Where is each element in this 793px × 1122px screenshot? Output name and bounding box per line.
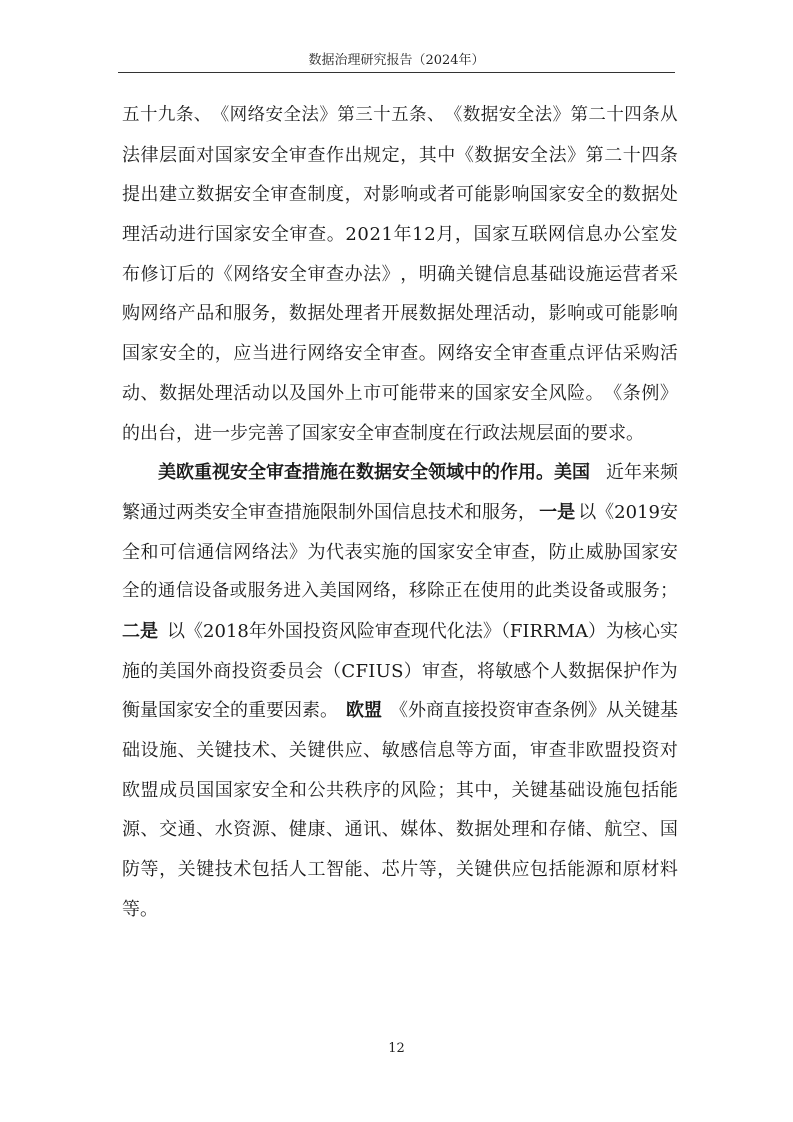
text-line: 施 的 美 国 外 商 投 资 委 员 会 （ C F I U S ） 审 查 ， 将 敏 感 个 人 数 据 保 护 作 为 [122, 660, 678, 682]
text-line: 的出台，进一步完善了国家安全审查制度在行政法规层面的要求。 [122, 422, 644, 444]
text-line: 础 设 施 、 关 键 技 术 、 关 键 供 应 、 敏 感 信 息 等 方 面 ， 审 查 非 欧 盟 投 资 对 [122, 740, 678, 761]
text-segment: 以《2018年外国投资风险审查现代化法》（FIRRMA）为核心实 [167, 620, 678, 642]
bold-marker-eu: 欧盟 [346, 700, 382, 722]
text-line: 防 等 ， 关 键 技 术 包 括 人 工 智 能 、 芯 片 等 ， 关 键 供 应 包 括 能 源 和 原 材 料 [122, 859, 678, 881]
text-segment: 以《2019安 [578, 501, 678, 523]
text-segment: 衡量国家安全的重要因素。 [122, 700, 338, 722]
bold-heading: 美欧重视安全审查措施在数据安全领域中的作用。美国 [158, 462, 590, 484]
paragraph-national-security-review [122, 96, 678, 453]
bold-marker-first: 一是 [539, 501, 576, 523]
text-line: 五 十 九 条 、 《 网 络 安 全 法 》 第 三 十 五 条 、 《 数 据 安 全 法 》 第 二 十 四 条 从 [122, 105, 678, 125]
text-line [122, 493, 678, 533]
text-line: 提 出 建 立 数 据 安 全 审 查 制 度 ， 对 影 响 或 者 可 能 影 响 国 家 安 全 的 数 据 处 [122, 184, 678, 206]
text-line [122, 612, 678, 652]
running-header: 数据治理研究报告（2024年） [308, 53, 485, 68]
text-segment: 近年来频 [606, 462, 678, 484]
text-line: 欧 盟 成 员 国 国 家 安 全 和 公 共 秩 序 的 风 险 ； 其 中 ， 关 键 基 础 设 施 包 括 能 [122, 779, 678, 801]
text-line: 全 和 可 信 通 信 网 络 法 》 为 代 表 实 施 的 国 家 安 全 审 查 ， 防 止 威 胁 国 家 安 [122, 541, 678, 563]
text-segment: 《外商直接投资审查条例》从关键基 [390, 700, 678, 722]
text-line [122, 691, 678, 731]
bold-marker-second: 二是 [122, 620, 158, 642]
text-line: 等。 [122, 898, 158, 920]
page-number: 12 [388, 1041, 405, 1056]
document-body [122, 96, 678, 929]
text-line: 源 、 交 通 、 水 资 源 、 健 康 、 通 讯 、 媒 体 、 数 据 处 理 和 存 储 、 航 空 、 国 [122, 819, 678, 841]
text-line: 购 网 络 产 品 和 服 务 ， 数 据 处 理 者 开 展 数 据 处 理 活 动 ， 影 响 或 可 能 影 响 [122, 303, 678, 325]
paragraph-us-eu-security-review [122, 453, 678, 929]
text-line: 国 家 安 全 的 ， 应 当 进 行 网 络 安 全 审 查 。 网 络 安 全 审 查 重 点 评 估 采 购 活 [122, 343, 678, 365]
text-line: 法 律 层 面 对 国 家 安 全 审 查 作 出 规 定 ， 其 中 《 数 据 安 全 法 》 第 二 十 四 条 [122, 144, 678, 166]
text-line: 理 活 动 进 行 国 家 安 全 审 查 。 2 0 2 1 年 1 2 月 ， 国 家 互 联 网 信 息 办 公 室 发 [122, 224, 678, 246]
text-line: 全 的 通 信 设 备 或 服 务 进 入 美 国 网 络 ， 移 除 正 在 使 用 的 此 类 设 备 或 服 务 ； [122, 581, 678, 602]
text-segment: 繁通过两类安全审查措施限制外国信息技术和服务， [122, 501, 536, 523]
text-line [122, 453, 678, 493]
text-line: 布 修 订 后 的 《 网 络 安 全 审 查 办 法 》 ， 明 确 关 键 信 息 基 础 设 施 运 营 者 采 [122, 263, 678, 285]
header-divider [118, 72, 675, 73]
text-line: 动 、 数 据 处 理 活 动 以 及 国 外 上 市 可 能 带 来 的 国 家 安 全 风 险 。 《 条 例 》 [122, 382, 678, 404]
